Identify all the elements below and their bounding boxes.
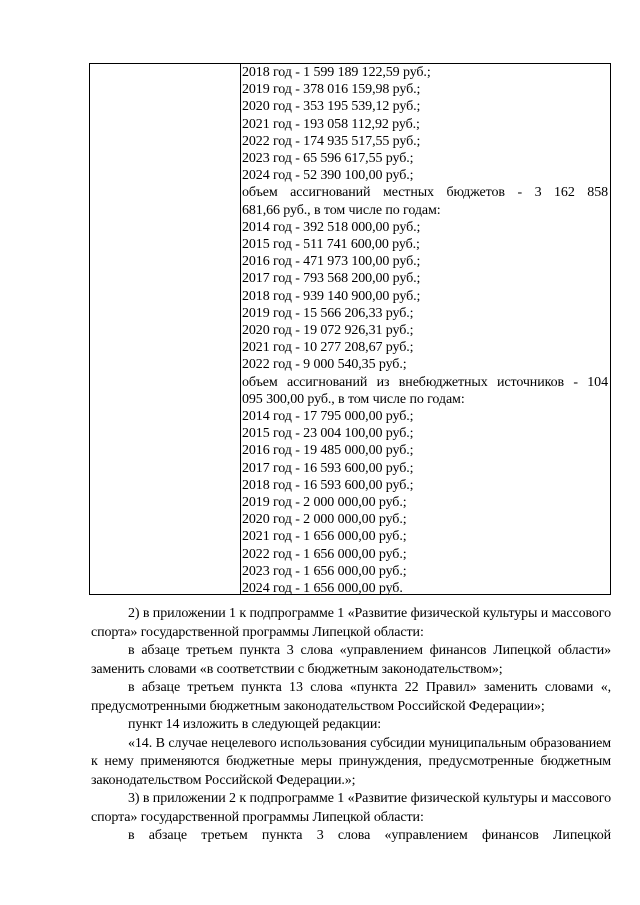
table-line: 2023 год - 65 596 617,55 руб.;	[242, 151, 414, 167]
table-line: 2023 год - 1 656 000,00 руб.;	[242, 563, 407, 579]
table-line: 2014 год - 17 795 000,00 руб.;	[242, 409, 414, 425]
table-line: 2024 год - 1 656 000,00 руб.	[242, 581, 403, 597]
table-right-cell	[241, 64, 610, 597]
table-line: 2024 год - 52 390 100,00 руб.;	[242, 168, 414, 184]
table-line: 2016 год - 471 973 100,00 руб.;	[242, 254, 421, 270]
table-line: 2018 год - 939 140 900,00 руб.;	[242, 288, 421, 304]
table-line: 2022 год - 174 935 517,55 руб.;	[242, 133, 421, 149]
table-line: 2018 год - 1 599 189 122,59 руб.;	[242, 65, 431, 80]
table-line: 2022 год - 9 000 540,35 руб.;	[242, 357, 407, 373]
paragraph: «14. В случае нецелевого использования субсидии муниципальным образованием к нему применяются бюджетные меры принуждения, предусмотренные бюджетным законодательством Российской Федерации.»;	[91, 735, 611, 788]
table-line: 2021 год - 193 058 112,92 руб.;	[242, 116, 420, 132]
funding-table	[89, 63, 611, 595]
table-line: 095 300,00 руб., в том числе по годам:	[242, 391, 465, 407]
table-line: 2020 год - 353 195 539,12 руб.;	[242, 99, 421, 115]
table-line: 2019 год - 15 566 206,33 руб.;	[242, 305, 414, 321]
table-line: 2019 год - 2 000 000,00 руб.;	[242, 495, 407, 511]
table-line: 2014 год - 392 518 000,00 руб.;	[242, 219, 421, 235]
document-body	[91, 605, 611, 846]
table-line: 2021 год - 10 277 208,67 руб.;	[242, 340, 414, 356]
table-line: 2021 год - 1 656 000,00 руб.;	[242, 529, 407, 545]
table-line: 681,66 руб., в том числе по годам:	[242, 202, 441, 218]
paragraph: 3) в приложении 2 к подпрограмме 1 «Развитие физической культуры и массового спорта» государственной программы Липецкой области:	[91, 791, 611, 825]
table-left-cell	[90, 64, 241, 594]
table-line: 2016 год - 19 485 000,00 руб.;	[242, 443, 414, 459]
table-line: 2022 год - 1 656 000,00 руб.;	[242, 546, 407, 562]
paragraph: в абзаце третьем пункта 3 слова «управлением финансов Липецкой	[128, 828, 611, 843]
paragraph: в абзаце третьем пункта 13 слова «пункта 22 Правил» заменить словами «, предусмотренными бюджетным законодательством Российской Федерации»;	[91, 680, 611, 714]
paragraph: 2) в приложении 1 к подпрограмме 1 «Развитие физической культуры и массового спорта» государственной программы Липецкой области:	[91, 606, 611, 640]
table-line: 2018 год - 16 593 600,00 руб.;	[242, 477, 414, 493]
table-line: 2017 год - 793 568 200,00 руб.;	[242, 271, 421, 287]
table-line: 2015 год - 511 741 600,00 руб.;	[242, 237, 420, 253]
table-line: объем ассигнований из внебюджетных источников - 104	[242, 374, 608, 390]
table-line: 2015 год - 23 004 100,00 руб.;	[242, 426, 414, 442]
table-line: 2019 год - 378 016 159,98 руб.;	[242, 82, 421, 98]
paragraph: в абзаце третьем пункта 3 слова «управлением финансов Липецкой области» заменить словами «в соответствии с бюджетным законодательством»;	[91, 643, 611, 677]
table-line: 2020 год - 2 000 000,00 руб.;	[242, 512, 407, 528]
table-line: 2017 год - 16 593 600,00 руб.;	[242, 460, 414, 476]
table-line: объем ассигнований местных бюджетов - 3 162 858	[242, 185, 608, 201]
table-line: 2020 год - 19 072 926,31 руб.;	[242, 323, 414, 339]
paragraph: пункт 14 изложить в следующей редакции:	[128, 717, 382, 732]
